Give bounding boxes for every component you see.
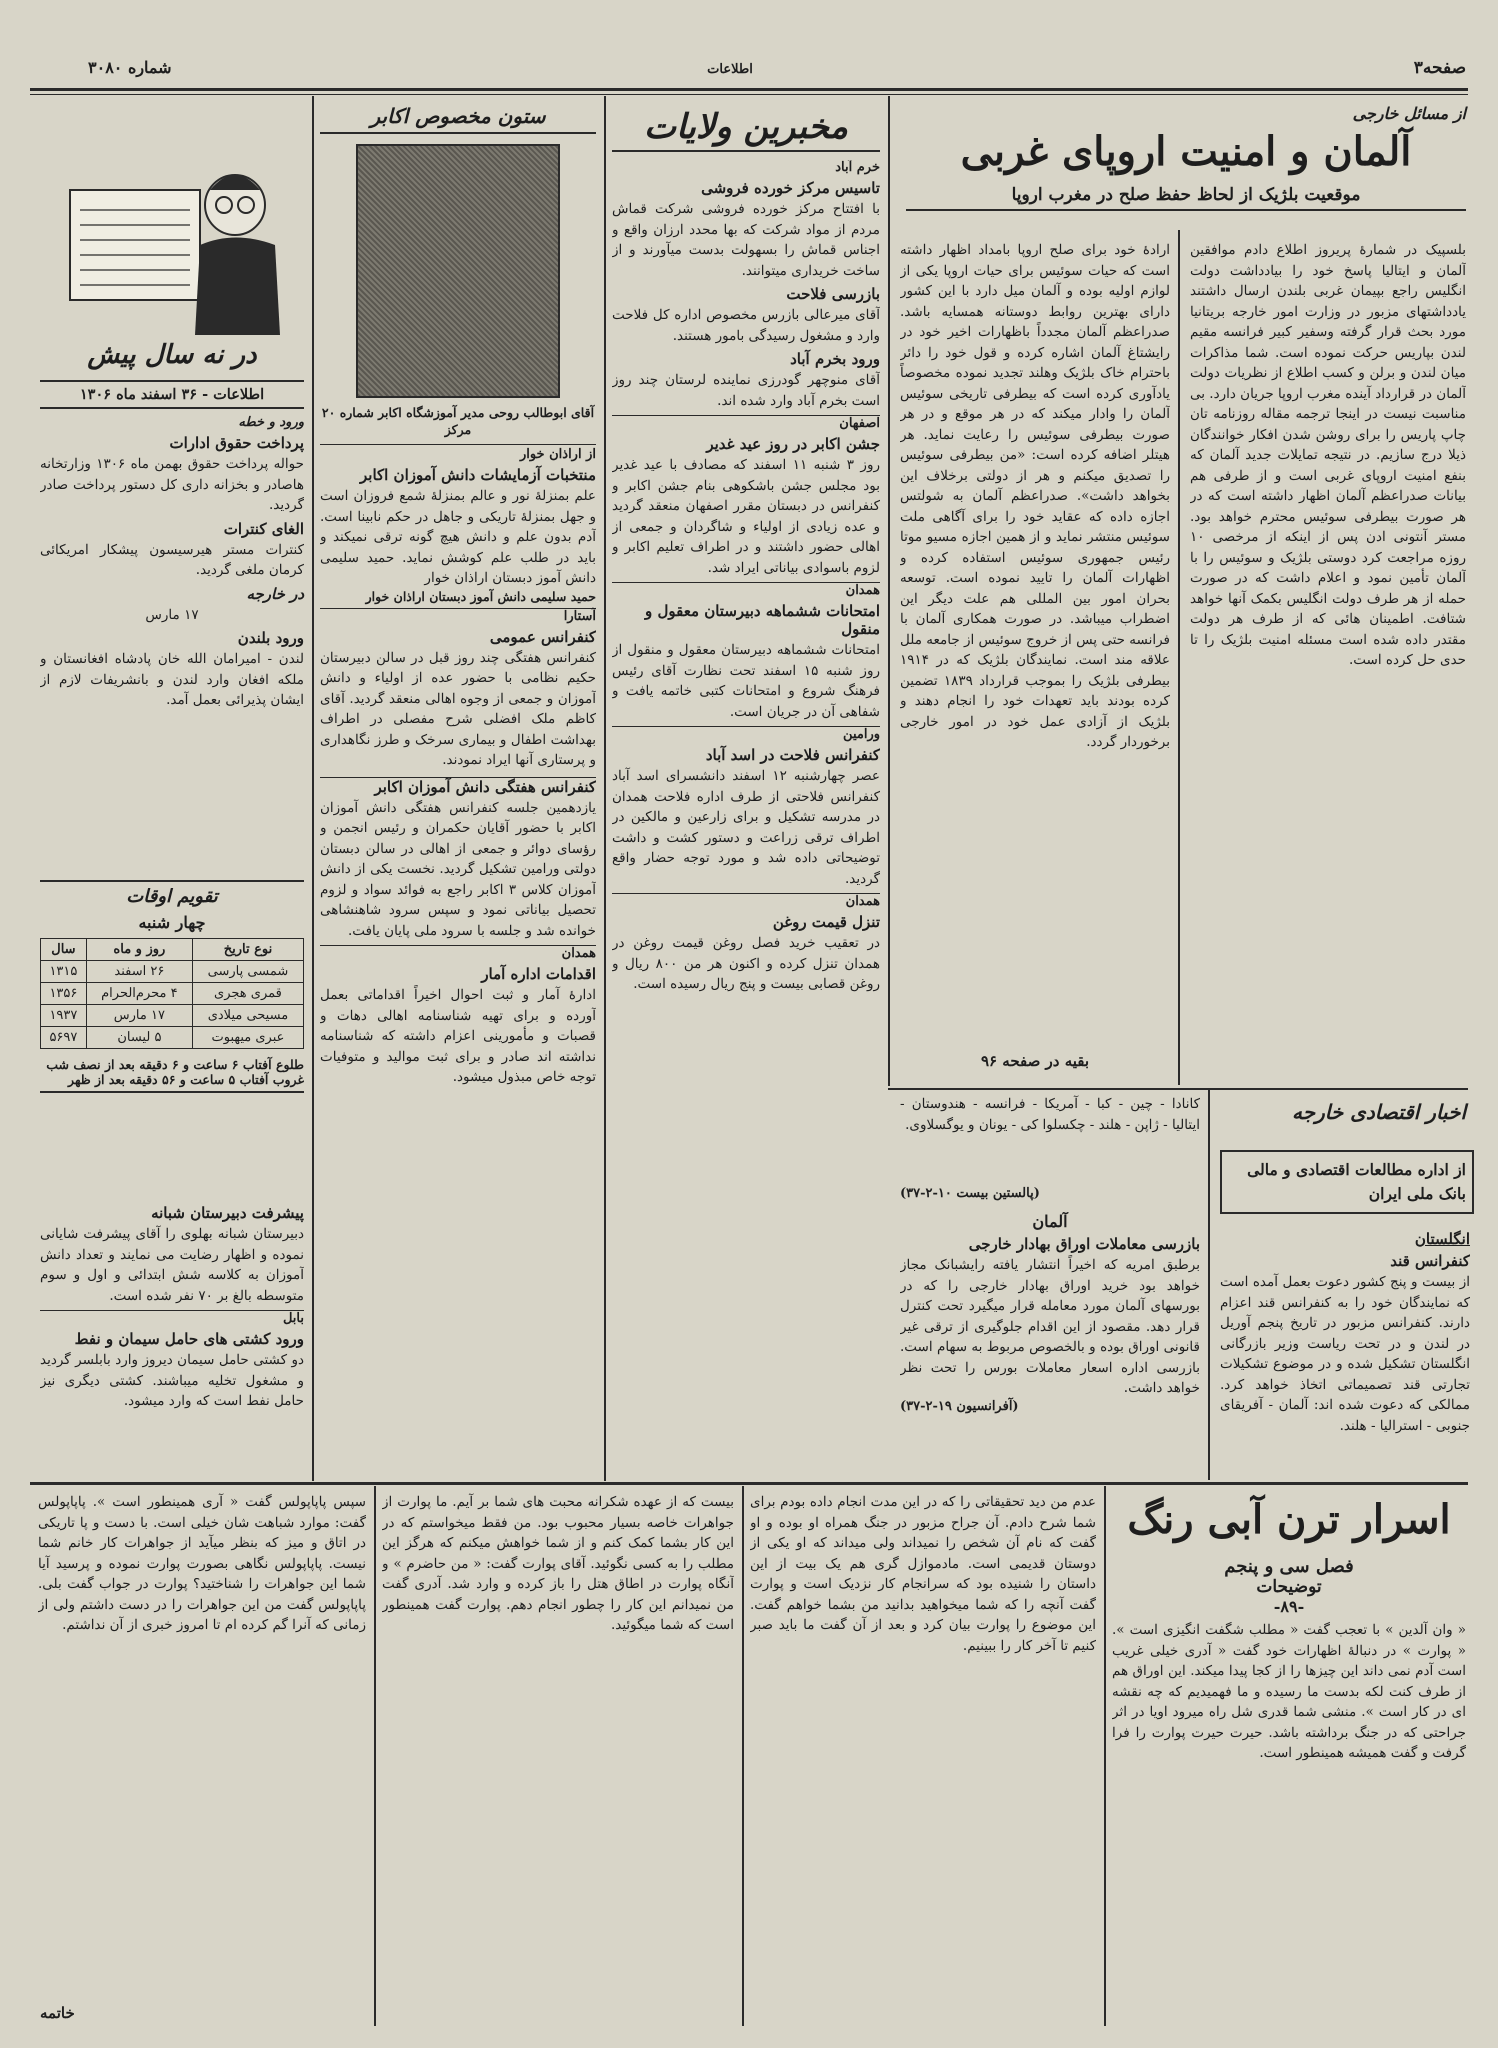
main-article <box>906 104 1466 211</box>
section-body: کنفرانس هفتگی چند روز قبل در سالن دبیرستان حکیم نظامی با حضور عده از اولیاء و دانش آموزان و جمعی از وجوه اهالی منعقد گردید. آقای کاظم ملک افضلی شرح مفصلی در اطراف بهداشت اطفال و بیماری سرخک و طرز نگاهداری و پرستاری آنها ایراد نمودند. <box>320 649 596 768</box>
reader-illustration <box>60 150 290 340</box>
column-header: روز و ماه <box>86 939 192 961</box>
masthead-rule <box>30 88 1468 91</box>
news-body: روز ۳ شنبه ۱۱ اسفند که مصادف با عید غدیر بود مجلس جشن باشکوهی بنام جشن اکابر و کنفرانس در دبستان مقرر اصفهان منعقد گردید و عده زیادی از اولیاء و شاگردان و جمعی از اهالی حضور داشتند و در اطراف تعلیم اکابر و لزوم باسوادی بیاناتی ایراد شد. <box>612 457 880 576</box>
city-label: اصفهان <box>612 415 880 431</box>
news-headline: پیشرفت دبیرستان شبانه <box>151 1204 304 1222</box>
portrait-photo <box>356 144 560 398</box>
cell-type: مسیحی میلادی <box>192 1005 303 1027</box>
section-title: منتخبات آزمایشات دانش آموزان اکابر <box>360 466 596 484</box>
news-headline: کنفرانس قند <box>1390 1252 1470 1270</box>
masthead-rule-thin <box>30 94 1468 95</box>
serial-column-3: بیست که از عهده شکرانه محبت های شما بر آیم. ما پوارت از جواهرات خاصه بسیار محبوب بود. من فقط میخواستم که در این کار بشما کمک کنم و از شما خواهش میکنم که هرگز این مطلب را به کسی نگوئید. آقای پوارت گفت: « من حاضرم » و آنگاه پوارت در اطاق هتل را باز کرده و وارد شد. آدری گفت من نمیدانم این کار را چطور انجام دهم. پوارت گفت همینطور است که شما میگوئید. <box>382 1494 734 1633</box>
place-label: آستارا <box>320 608 596 624</box>
special-column <box>320 104 596 1480</box>
cell-day-month: ۵ لیسان <box>86 1027 192 1049</box>
table-row <box>41 1005 304 1027</box>
article-subheadline: موقعیت بلژیک از لحاظ حفظ صلح در مغرب اروپا <box>906 185 1466 211</box>
province-news-title: مخبرین ولایات <box>612 104 880 152</box>
section-title: اقدامات اداره آمار <box>481 965 596 983</box>
province-news <box>612 104 880 152</box>
place-label: همدان <box>320 945 596 961</box>
column-rule <box>604 96 606 1481</box>
table-header-row <box>41 939 304 961</box>
serial-chapter: فصل سی و پنجم <box>1224 1556 1354 1577</box>
news-headline: امتحانات ششماهه دبیرستان معقول و منقول <box>645 602 880 638</box>
article-column-2: ارادهٔ خود برای صلح اروپا بامداد اظهار داشته است که حیات سوئیس برای حیات اروپا یکی از لوازم اولیه بوده و آلمان میل دارد با این کشور دارای بهترین روابط دوستانه همسایه باشد. صدراعظم آلمان مجدداً باظهارات اخیر خود در رایشتاغ آلمان اشاره کرده و قول خود را دائر باحترام خاک بلژیک وهلند تجدید نموده مخصوصاً یادآوری کرده است که بیطرفی تاریخی سوئیس آلمان را وادار میکند که در هر موقع و در هر صورت بیطرفی سوئیس را رعایت نماید. هر هیتلر اضافه کرده است: «من بیطرفی سوئیس را تصدیق میکنم و هر از دولتی برخلاف این بخواهد داشت». صدراعظم آلمان به شولتس اجازه داده که عقاید خود را برای آگاهی ملت سوئیس منتشر نماید و از همین اجازه مسیو موتا رئیس جمهوری سوئیس استفاده کرده و اظهارات آلمان را تایید نموده است. توسعه بحران امور بین المللی هم علت دیگر این اضطراب میباشد. در صورت همکاری آلمان با فرانسه حتی پس از خروج سوئیس از جامعه ملل علاقه مند است. نمایندگان بلژیک که در ۱۹۱۴ بیطرفی بلژیک را بموجب قرارداد ۱۸۳۹ تضمین کرده بودند باید تعهدات خود را انجام دهند و بلژیک از آزادی عمل خود در امور خارجی برخوردار گردد. <box>900 242 1170 750</box>
serial-end-mark: خاتمه <box>40 2004 75 2022</box>
section-rule <box>888 1088 1468 1090</box>
column-rule <box>312 96 314 1481</box>
news-headline: بازرسی فلاحت <box>786 285 880 303</box>
news-headline: بازرسی معاملات اوراق بهادار خارجی <box>968 1235 1200 1253</box>
flashback-item-body: کنترات مستر هیرسیسون پیشکار امریکائی کرمان ملغی گردید. <box>40 541 304 578</box>
column-rule <box>1208 1090 1210 1480</box>
sunrise-time: طلوع آفتاب ۶ ساعت و ۶ دقیقه بعد از نصف شب <box>46 1057 304 1072</box>
calendar-section <box>40 880 304 1093</box>
flashback-item-body: حواله پرداخت حقوق بهمن ماه ۱۳۰۶ وزارتخانه هاصادر و بخزانه داری کل دستور پرداخت صادر گردید. <box>40 456 304 513</box>
news-headline: تنزل قیمت روغن <box>772 913 880 931</box>
news-body: آقای میرعالی بازرس مخصوص اداره کل فلاحت وارد و مشغول رسیدگی بامور هستند. <box>612 307 880 344</box>
section-body: یازدهمین جلسه کنفرانس هفتگی دانش آموزان اکابر با حضور آقایان حکمران و رئیس انجمن و رؤسای دوائر و جمعی از اهالی در سالن دبستان دولتی ورامین تشکیل گردید. نخست یکی از دانش آموزان کلاس ۳ اکابر راجع به فوائد سواد و لزوم تحصیل بیاناتی نمود و سپس سرود شاهنشاهی خوانده شد و جلسه با سرود ملی پایان یافت. <box>320 799 596 939</box>
section-title: کنفرانس هفتگی دانش آموزان اکابر <box>320 777 596 796</box>
byline: از اراذان خوار <box>320 444 596 462</box>
sunset-time: غروب آفتاب ۵ ساعت و ۵۶ دقیقه بعد از ظهر <box>40 1072 304 1093</box>
left-bottom-news <box>40 1200 304 1480</box>
article-column-1: بلسپیک در شمارهٔ پریروز اطلاع دادم موافقین آلمان و ایتالیا پاسخ خود را بیادداشت دولت انگلیس راجع بپیمان غربی بلندن ارسال داشتند یادداشتهای مزبور در وزارت امور خارجه بریتانیا مورد بحث قرار گرفته وسفیر کبیر فرانسه مقیم لندن بپاریس حرکت نموده است. شما مذاکرات میان لندن و برلن و کسب اطلاع از نظریات دولت آلمان در قرارداد آینده مغرب اروپا جریان دارد. بی مناسبت نیست در اینجا ترجمه مقاله روزنامه تان چاپ پاریس را برای روشن شدن افکار خوانندگان ذیلا درج سازیم. در نتیجه تمایلات جدید آلمان که بنفع امنیت اروپای غربی است و از طرفی هم بیانات صدراعظم آلمان اظهار داشته است که در هر صورت بیطرفی سوئیس محترم خواهد بود. مستر آنتونی ادن پس از اینکه از مرخصی ۱۰ روزه مراجعت کرد دوستی بلژیک و سوئیس را با آلمان تأمین نمود و اعلام داشت که در صورت حمله از هر طرف دولت انگلیس بکمک آنها خواهد شتافت. اطمینان هائی که از طرف هر دولت مقتدر داده شده است مسئله امنیت بلژیک را تا حدی حل کرده است. <box>1190 242 1466 668</box>
serial-column-1 <box>1112 1492 1466 2026</box>
economic-dateline: (پالستین بیست ۱۰-۲-۳۷) <box>900 1186 1040 1201</box>
section-body: علم بمنزلهٔ نور و عالم بمنزلهٔ شمع فروزان است و جهل بمنزلهٔ تاریکی و جاهل در حکم نابینا است. آدم بدون علم و دانش هیچ گونه ترقی نمیکند و باید در طلب علم کوشش نماید. حمید سلیمی دانش آموز دبستان اراذان خوار <box>320 488 596 586</box>
cell-year: ۵۶۹۷ <box>41 1027 87 1049</box>
economic-dateline: (آفرانسیون ۱۹-۲-۳۷) <box>900 1398 1019 1414</box>
serial-column-4: سپس پاپاپولس گفت « آری همینطور است ». پاپاپولس گفت: موارد شباهت شان خیلی است. با دست و پا تاریکی در اتاق و میز که بنظر میآید از جواهرات کار خانم شما نیست. پاپاپولس نگاهی بصورت پوارت نموده و پرسید آیا شما این جواهرات را شناختید؟ پوارت در جواب گفت بلی. پاپاپولس گفت من این جواهرات را در دست داشتم ولی از زمانی که آنرا گم کرده ام تا امروز خبری از آن نداشتم. <box>38 1494 366 1633</box>
cell-year: ۱۹۳۷ <box>41 1005 87 1027</box>
flashback-subtitle: ورود و خطه <box>238 415 304 430</box>
article-continued: بقیه در صفحه ۹۶ <box>980 1052 1090 1070</box>
news-headline: جشن اکابر در روز عید غدیر <box>706 435 880 453</box>
serial-episode: -۸۹- <box>1273 1597 1305 1616</box>
table-row <box>41 983 304 1005</box>
serial-title: اسرار ترن آبی رنگ <box>1127 1496 1451 1543</box>
serial-rule <box>30 1482 1468 1485</box>
serial-body: « وان آلدین » با تعجب گفت « مطلب شگفت انگیزی است ». « پوارت » در دنبالهٔ اظهارات خود گفت « آدری خیلی غریب است آدم نمی داند این چیزها را از کجا پیدا میکند. این اوراق هم از طرف کنت لکه بدست ما رسیده و ما فهمیدیم که چه نقشه ای در کار است ». منشی شما قدری شل راه میرود اویا در اثر جراحتی که در جنگ برداشته باشد. حیرت حیرت پوارت را فرا گرفت و گفت همیشه همینطور است. <box>1112 1622 1466 1761</box>
country-label: انگلستان <box>1414 1230 1470 1248</box>
news-body: عصر چهارشنبه ۱۲ اسفند دانشسرای اسد آباد کنفرانس فلاحتی از طرف اداره فلاحت همدان در مدرسه تشکیل و برای زارعین و مالکین در اطراف ترقی زراعت و دستور کشت و داشت توضیحاتی داده شد و مورد توجه حضار واقع گردید. <box>612 768 880 887</box>
cell-type: عبری میهبوت <box>192 1027 303 1049</box>
flashback-item-body: ۱۷ مارس <box>145 606 199 623</box>
flashback-item-title: در خارجه <box>246 584 304 603</box>
news-body: از بیست و پنج کشور دعوت بعمل آمده است که نمایندگان خود را به کنفرانس قند اعزام دارند. کنفرانس مزبور در تاریخ پنجم آوریل در لندن و در تحت ریاست وزیر بازرگانی انگلستان تشکیل شده و در موضوع تشکیلات تجارتی قند تصمیماتی اتخاذ خواهد کرد. ممالکی که دعوت شده اند: آلمان - آفریقای جنوبی - استرالیا - هلند. <box>1220 1274 1470 1434</box>
city-label: همدان <box>612 893 880 909</box>
section-body: ادارهٔ آمار و ثبت احوال اخیراً اقداماتی بعمل آورده و برای تهیه شناسنامه اهالی دهات و قصبات و مأمورینی اعزام داشته که شناسنامه نداشته اند صادر و برای ثبت موالید و متوفیات توجه خاص مبذول میشود. <box>320 987 596 1085</box>
photo-caption: آقای ابوطالب روحی مدیر آموزشگاه اکابر شماره ۲۰ مرکز <box>321 405 595 437</box>
column-header: سال <box>41 939 87 961</box>
economic-kicker: اخبار اقتصادی خارجه <box>1292 1100 1466 1124</box>
column-rule <box>374 1486 376 2026</box>
page-number: صفحه۳ <box>1413 58 1466 78</box>
flashback-item-title: ورود بلندن <box>237 629 304 647</box>
province-news-body <box>612 160 880 1480</box>
news-headline: تاسیس مرکز خورده فروشی <box>701 179 880 197</box>
paper-name: اطلاعات <box>707 62 753 77</box>
section-title: کنفرانس عمومی <box>489 627 596 646</box>
table-row <box>41 1027 304 1049</box>
cell-day-month: ۱۷ مارس <box>86 1005 192 1027</box>
calendar-title: تقویم اوقات <box>40 880 304 907</box>
economic-countries: کانادا - چین - کبا - آمریکا - فرانسه - هندوستان - ایتالیا - ژاپن - هلند - چکسلوا کی - یونان و یوگسلاوی. <box>900 1096 1200 1133</box>
flashback-item-title: پرداخت حقوق ادارات <box>169 434 304 452</box>
flashback-title: در نه سال پیش <box>87 340 257 370</box>
serial-column-2: عدم من دید تحقیقاتی را که در این مدت انجام داده بودم برای شما شرح دادم. آن جراح مزبور در جنگ همراه او بوده و او گفت که نام آن شخص را نمیداند ولی میداند که او یکی از دوستان قدیمی است. مادموازل گری هم یک بیت از این داستان را شنیده بود که سرانجام کار نزدیک است و پوارت گفت آنچه را که شما میخواهید بدانید من بشما خواهم گفت. این موضوع را پوارت بیان کرد و بعد از آن گفت ما باید صبر کنیم تا آخر کار را ببینیم. <box>750 1494 1096 1654</box>
calendar-weekday: چهار شنبه <box>138 913 206 932</box>
country-label: آلمان <box>1032 1212 1068 1231</box>
news-body: دو کشتی حامل سیمان دیروز وارد بابلسر گردید و مشغول تخلیه میباشند. کشتی دیگری نیز حامل نفط است که وارد میشود. <box>40 1352 304 1409</box>
news-body: برطبق امریه که اخیراً انتشار یافته رایشبانک مجاز خواهد بود خرید اوراق بهادار خارجی را که در بورسهای آلمان مورد معامله قرار میگیرد تحت کنترل قرار دهد. مقصود از این اقدام جلوگیری از ترقی غیر قانونی اوراق بوده و بالخصوص مربوط به سهام است. بازرسی اداره اسعار معاملات بورس را تحت نظر خواهد داشت. <box>900 1257 1200 1396</box>
column-header: نوع تاریخ <box>192 939 303 961</box>
city-label: ورامین <box>612 726 880 742</box>
news-body: در تعقیب خرید فصل روغن قیمت روغن در همدان تنزل کرده و اکنون هر من ۸۰۰ ریال و روغن قصابی بیست و پنج ریال رسیده است. <box>612 935 880 992</box>
issue-number: شماره ۳۰۸۰ <box>88 58 172 77</box>
news-body: دبیرستان شبانه بهلوی را آقای پیشرفت شایانی نموده و اظهار رضایت می نمایند و تعداد دانش آموزان به کلاسه شش ابتدائی و اول و سوم متوسطه بالغ بر ۷۰ نفر شده است. <box>40 1226 304 1304</box>
cell-year: ۱۳۵۶ <box>41 983 87 1005</box>
cell-type: شمسی پارسی <box>192 961 303 983</box>
serial-explanations: توضیحات <box>1256 1577 1322 1597</box>
flashback-date: اطلاعات - ۳۶ اسفند ماه ۱۳۰۶ <box>40 380 304 409</box>
special-column-title: ستون مخصوص اکابر <box>320 104 596 134</box>
column-rule <box>742 1486 744 2026</box>
article-headline: آلمان و امنیت اروپای غربی <box>960 128 1412 175</box>
flashback-item-title: الغای کنترات <box>223 519 304 538</box>
cell-year: ۱۳۱۵ <box>41 961 87 983</box>
flashback-item-body: لندن - امیرامان الله خان پادشاه افغانستان و ملکه افغان وارد لندن و بانشریفات لازم از ایشان پذیرائی بعمل آمد. <box>40 651 304 708</box>
news-body: امتحانات ششماهه دبیرستان معقول و منقول از روز شنبه ۱۵ اسفند تحت نظارت آقای رئیس فرهنگ شروع و امتحانات کتبی خاتمه یافت و شفاهی آن در جریان است. <box>612 642 880 720</box>
news-headline: کنفرانس فلاحت در اسد آباد <box>705 746 880 764</box>
city-label: خرم آباد <box>835 160 880 175</box>
news-headline: ورود بخرم آباد <box>790 350 880 368</box>
place-label: بابل <box>40 1310 304 1326</box>
economic-box-title: از اداره مطالعات اقتصادی و مالی بانک ملی ایران <box>1220 1150 1474 1214</box>
news-headline: ورود کشتی های حامل سیمان و نفط <box>74 1330 304 1348</box>
cell-day-month: ۲۶ اسفند <box>86 961 192 983</box>
cell-type: قمری هجری <box>192 983 303 1005</box>
cell-day-month: ۴ محرم‌الحرام <box>86 983 192 1005</box>
england-section <box>1220 1230 1470 1480</box>
news-body: آقای منوچهر گودرزی نماینده لرستان چند روز است بخرم آباد وارد شده اند. <box>612 372 880 409</box>
column-rule <box>1178 230 1180 1085</box>
city-label: همدان <box>612 582 880 598</box>
table-row <box>41 961 304 983</box>
flashback-section <box>40 340 304 711</box>
germany-section <box>900 1212 1200 1480</box>
news-body: با افتتاح مرکز خورده فروشی شرکت قماش مردم از مواد شرکت که بها محدد ارزان واقع و اجناس قماش را بسهولت بدست میآورند و از ساخت خریداری میتوانند. <box>612 201 880 279</box>
column-rule <box>1104 1486 1106 2026</box>
column-rule <box>888 96 890 1086</box>
calendar-table <box>40 938 304 1049</box>
article-kicker: از مسائل خارجی <box>1352 104 1466 123</box>
signature: حمید سلیمی دانش آموز دبستان اراذان خوار <box>365 588 596 604</box>
